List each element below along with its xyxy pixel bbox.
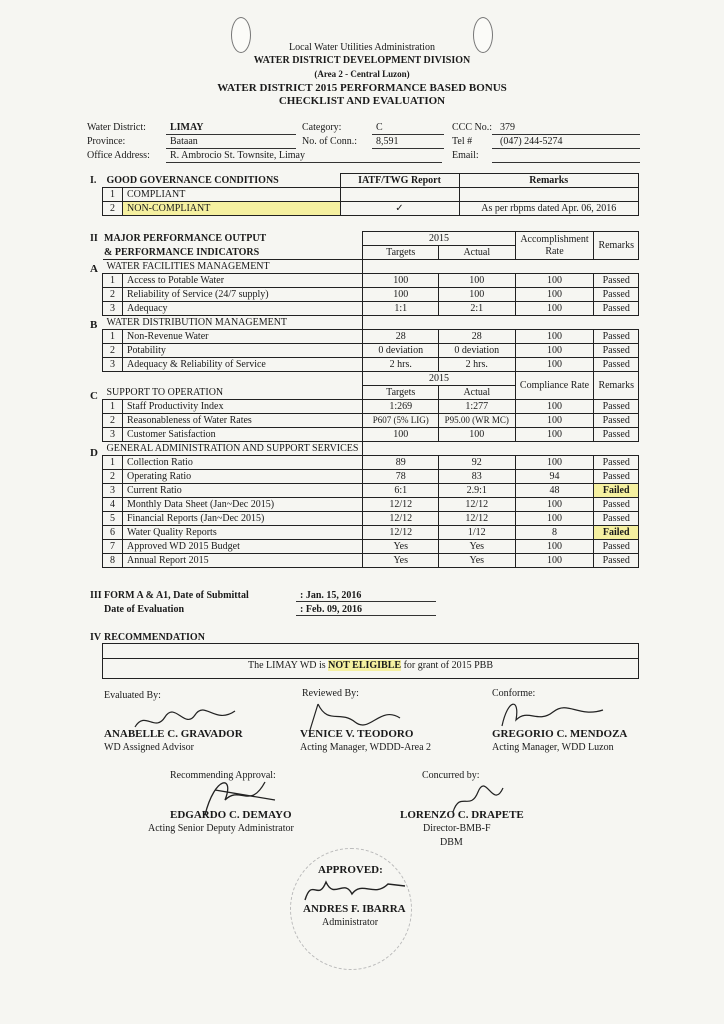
table-cell: 100	[515, 400, 594, 414]
table-row	[103, 484, 639, 498]
recommendation-text: The LIMAY WD is NOT ELIGIBLE for grant of 2015 PBB	[247, 660, 494, 671]
row-number: 1	[103, 188, 123, 202]
table-row	[103, 288, 639, 302]
failed-remark: Failed	[594, 484, 639, 498]
table-cell: Financial Reports (Jan~Dec 2015)	[123, 512, 363, 526]
col-remarks: Remarks	[459, 174, 639, 188]
table-cell: Reliability of Service (24/7 supply)	[123, 288, 363, 302]
ccc-label: CCC No.:	[452, 122, 493, 133]
office-address-value: R. Ambrocio St. Townsite, Limay	[170, 150, 305, 161]
province-label: Province:	[87, 136, 126, 147]
table-cell: 3	[103, 484, 123, 498]
table-cell: 5	[103, 512, 123, 526]
failed-remark: Failed	[594, 526, 639, 540]
demayo-title: Acting Senior Deputy Administrator	[148, 823, 294, 834]
mendoza-name: GREGORIO C. MENDOZA	[492, 728, 628, 740]
table-cell: 100	[515, 358, 594, 372]
table-cell: Yes	[439, 540, 516, 554]
table-cell: Passed	[594, 470, 639, 484]
table-cell: 3	[103, 428, 123, 442]
evaluation-label: Date of Evaluation	[104, 604, 184, 615]
not-eligible-highlight: NOT ELIGIBLE	[328, 660, 402, 671]
table-cell: Staff Productivity Index	[123, 400, 363, 414]
table-row	[103, 498, 639, 512]
table-cell: Passed	[594, 288, 639, 302]
table-row	[103, 330, 639, 344]
table-cell: Adequacy & Reliability of Service	[123, 358, 363, 372]
row-label: COMPLIANT	[123, 188, 341, 202]
table-cell: Current Ratio	[123, 484, 363, 498]
tel-value: (047) 244-5274	[500, 136, 563, 147]
table-cell: 100	[363, 428, 439, 442]
signature-ibarra	[300, 872, 410, 906]
table-cell	[103, 232, 363, 260]
table-cell: 100	[515, 554, 594, 568]
table-row	[103, 358, 639, 372]
header-area: (Area 2 - Central Luzon)	[314, 69, 410, 79]
ibarra-name: ANDRES F. IBARRA	[303, 903, 406, 915]
evaluation-underline	[296, 615, 436, 616]
remarks-header: Remarks	[594, 372, 639, 400]
table-cell: Yes	[439, 554, 516, 568]
table-cell	[363, 260, 639, 274]
year-header: 2015	[363, 372, 515, 386]
teodoro-name: VENICE V. TEODORO	[300, 728, 414, 740]
page-title: WATER DISTRICT 2015 PERFORMANCE BASED BONUS	[217, 82, 507, 94]
table-cell: 78	[363, 470, 439, 484]
table-cell: 1	[103, 456, 123, 470]
drapete-agency: DBM	[440, 837, 463, 848]
tel-label: Tel #	[452, 136, 473, 147]
table-row	[103, 414, 639, 428]
water-district-label: Water District:	[87, 122, 146, 133]
row-remarks	[459, 188, 639, 202]
conforme-label: Conforme:	[492, 688, 536, 699]
subsection-d-title: GENERAL ADMINISTRATION AND SUPPORT SERVICES	[103, 442, 363, 456]
table-cell: Passed	[594, 540, 639, 554]
table-cell: Water Quality Reports	[123, 526, 363, 540]
table-cell: Reasonableness of Water Rates	[123, 414, 363, 428]
remarks-header: Remarks	[594, 232, 639, 260]
table-cell: 100	[515, 540, 594, 554]
section-1-roman: I.	[90, 175, 97, 186]
table-cell: 100	[439, 274, 516, 288]
table-cell: 100	[363, 274, 439, 288]
connections-value: 8,591	[376, 136, 399, 147]
table-cell	[363, 316, 639, 330]
table-cell: 1/12	[439, 526, 516, 540]
letter-a: A	[90, 263, 98, 275]
section-4-roman: IV	[90, 632, 102, 643]
section-2-title-2: & PERFORMANCE INDICATORS	[104, 247, 260, 258]
table-cell: Passed	[594, 554, 639, 568]
table-cell: Passed	[594, 512, 639, 526]
table-cell: 1:1	[363, 302, 439, 316]
table-cell: 7	[103, 540, 123, 554]
gravador-name: ANABELLE C. GRAVADOR	[104, 728, 243, 740]
table-row	[103, 400, 639, 414]
table-row	[103, 302, 639, 316]
table-cell: 2	[103, 288, 123, 302]
table-cell: 100	[515, 512, 594, 526]
table-cell: Access to Potable Water	[123, 274, 363, 288]
table-cell: 2:1	[439, 302, 516, 316]
category-value: C	[376, 122, 383, 133]
table-cell: Passed	[594, 400, 639, 414]
drapete-name: LORENZO C. DRAPETE	[400, 809, 524, 821]
table-cell: Passed	[594, 274, 639, 288]
table-cell: Potability	[123, 344, 363, 358]
table-cell: 2	[103, 344, 123, 358]
table-cell: Annual Report 2015	[123, 554, 363, 568]
table-cell: Passed	[594, 498, 639, 512]
table-cell: 100	[515, 414, 594, 428]
table-cell: 100	[515, 330, 594, 344]
table-row	[103, 274, 639, 288]
email-label: Email:	[452, 150, 479, 161]
table-cell: 8	[103, 554, 123, 568]
table-cell	[363, 442, 639, 456]
table-cell: 12/12	[363, 498, 439, 512]
table-cell: 100	[515, 456, 594, 470]
section-1-title: GOOD GOVERNANCE CONDITIONS	[103, 174, 341, 188]
table-cell: 2 hrs.	[363, 358, 439, 372]
water-district-value: LIMAY	[170, 122, 204, 133]
category-label: Category:	[302, 122, 342, 133]
page-subtitle: CHECKLIST AND EVALUATION	[278, 95, 446, 107]
header-division: WATER DISTRICT DEVELOPMENT DIVISION	[253, 55, 471, 66]
table-cell: Yes	[363, 540, 439, 554]
table-cell: 1	[103, 330, 123, 344]
ccc-value: 379	[500, 122, 515, 133]
table-cell: 6	[103, 526, 123, 540]
table-cell: 1:277	[439, 400, 516, 414]
table-cell: 100	[439, 428, 516, 442]
actual-header: Actual	[439, 386, 516, 400]
table-cell: Operating Ratio	[123, 470, 363, 484]
concurred-by-label: Concurred by:	[422, 770, 480, 781]
row-label: NON-COMPLIANT	[123, 202, 341, 216]
table-cell: 100	[515, 428, 594, 442]
table-cell: 100	[515, 498, 594, 512]
table-cell: Customer Satisfaction	[123, 428, 363, 442]
performance-table	[102, 231, 639, 568]
category-underline	[372, 134, 444, 135]
table-row	[103, 470, 639, 484]
table-cell: 28	[363, 330, 439, 344]
table-cell: 89	[363, 456, 439, 470]
evaluation-date: : Feb. 09, 2016	[300, 604, 362, 615]
table-cell: 2 hrs.	[439, 358, 516, 372]
submittal-label: FORM A & A1, Date of Submittal	[104, 590, 249, 601]
water-district-underline	[166, 134, 296, 135]
tel-underline	[492, 148, 640, 149]
demayo-name: EDGARDO C. DEMAYO	[170, 809, 292, 821]
table-cell: 12/12	[439, 498, 516, 512]
table-cell: 6:1	[363, 484, 439, 498]
table-cell: 12/12	[363, 526, 439, 540]
subsection-c-title: SUPPORT TO OPERATION	[106, 387, 224, 398]
row-report	[340, 188, 459, 202]
recommending-approval-label: Recommending Approval:	[170, 770, 276, 781]
ibarra-title: Administrator	[322, 917, 379, 928]
table-cell: Monthly Data Sheet (Jan~Dec 2015)	[123, 498, 363, 512]
gravador-title: WD Assigned Advisor	[104, 742, 194, 753]
table-row	[103, 202, 639, 216]
subsection-b-title: WATER DISTRIBUTION MANAGEMENT	[103, 316, 363, 330]
table-cell: Yes	[363, 554, 439, 568]
table-cell: 0 deviation	[439, 344, 516, 358]
email-underline	[492, 162, 640, 163]
table-cell: 100	[515, 344, 594, 358]
submittal-underline	[296, 601, 436, 602]
evaluated-by-label: Evaluated By:	[104, 690, 161, 701]
subsection-a-title: WATER FACILITIES MANAGEMENT	[103, 260, 363, 274]
table-cell: Passed	[594, 358, 639, 372]
reviewed-by-label: Reviewed By:	[302, 688, 359, 699]
table-row	[103, 554, 639, 568]
table-cell: 1	[103, 274, 123, 288]
table-cell: 2.9:1	[439, 484, 516, 498]
recommendation-title: RECOMMENDATION	[104, 632, 205, 643]
col-iatf-report: IATF/TWG Report	[340, 174, 459, 188]
letter-c: C	[90, 390, 98, 402]
table-cell: Passed	[594, 456, 639, 470]
table-cell: 1	[103, 400, 123, 414]
table-cell: 4	[103, 498, 123, 512]
province-underline	[166, 148, 296, 149]
table-cell: 0 deviation	[363, 344, 439, 358]
teodoro-title: Acting Manager, WDDD-Area 2	[300, 742, 432, 753]
office-address-label: Office Address:	[87, 150, 150, 161]
table-cell: Passed	[594, 330, 639, 344]
table-cell: 100	[515, 274, 594, 288]
table-cell: 92	[439, 456, 516, 470]
table-cell: 100	[363, 288, 439, 302]
table-row	[103, 540, 639, 554]
table-cell: 8	[515, 526, 594, 540]
letter-d: D	[90, 447, 98, 459]
table-row	[103, 344, 639, 358]
connections-underline	[372, 148, 444, 149]
table-cell: Collection Ratio	[123, 456, 363, 470]
drapete-title: Director-BMB-F	[423, 823, 491, 834]
targets-header: Targets	[363, 246, 439, 260]
table-row	[103, 428, 639, 442]
section-2-title-1: MAJOR PERFORMANCE OUTPUT	[104, 233, 267, 244]
office-address-underline	[166, 162, 442, 163]
table-cell: 2	[103, 414, 123, 428]
compliance-rate-header: Compliance Rate	[515, 372, 594, 400]
table-cell: 12/12	[439, 512, 516, 526]
table-cell: 100	[515, 288, 594, 302]
section-3-roman: III	[90, 590, 102, 601]
table-cell: 94	[515, 470, 594, 484]
targets-header: Targets	[363, 386, 439, 400]
table-cell: 48	[515, 484, 594, 498]
recommendation-box	[102, 643, 639, 679]
province-value: Bataan	[170, 136, 198, 147]
accomplishment-rate-header: Accomplishment Rate	[515, 232, 594, 260]
table-cell: 12/12	[363, 512, 439, 526]
table-cell: Adequacy	[123, 302, 363, 316]
table-row	[103, 526, 639, 540]
table-cell: Passed	[594, 344, 639, 358]
table-cell: Passed	[594, 428, 639, 442]
table-cell: 100	[439, 288, 516, 302]
table-cell: 100	[515, 302, 594, 316]
table-cell: 1:269	[363, 400, 439, 414]
good-governance-table	[102, 173, 639, 216]
table-cell: P95.00 (WR MC)	[439, 414, 516, 428]
table-row	[103, 456, 639, 470]
section-2-roman: II	[90, 233, 98, 244]
row-number: 2	[103, 202, 123, 216]
table-cell: P607 (5% LIG)	[363, 414, 439, 428]
table-cell: 28	[439, 330, 516, 344]
table-row	[103, 512, 639, 526]
table-cell: Passed	[594, 302, 639, 316]
table-cell: 3	[103, 302, 123, 316]
connections-label: No. of Conn.:	[302, 136, 357, 147]
table-cell: Passed	[594, 414, 639, 428]
ccc-underline	[492, 134, 640, 135]
header-agency: Local Water Utilities Administration	[289, 42, 435, 53]
table-cell: Approved WD 2015 Budget	[123, 540, 363, 554]
approved-label: APPROVED:	[318, 864, 383, 876]
submittal-date: : Jan. 15, 2016	[300, 590, 362, 601]
year-header: 2015	[363, 232, 515, 246]
mendoza-title: Acting Manager, WDD Luzon	[492, 742, 614, 753]
table-row	[103, 188, 639, 202]
letter-b: B	[90, 319, 98, 331]
table-cell: 83	[439, 470, 516, 484]
row-remarks: As per rbpms dated Apr. 06, 2016	[459, 202, 639, 216]
table-cell: 3	[103, 358, 123, 372]
check-mark: ✓	[340, 202, 459, 216]
table-cell: 2	[103, 470, 123, 484]
table-cell: Non-Revenue Water	[123, 330, 363, 344]
actual-header: Actual	[439, 246, 516, 260]
